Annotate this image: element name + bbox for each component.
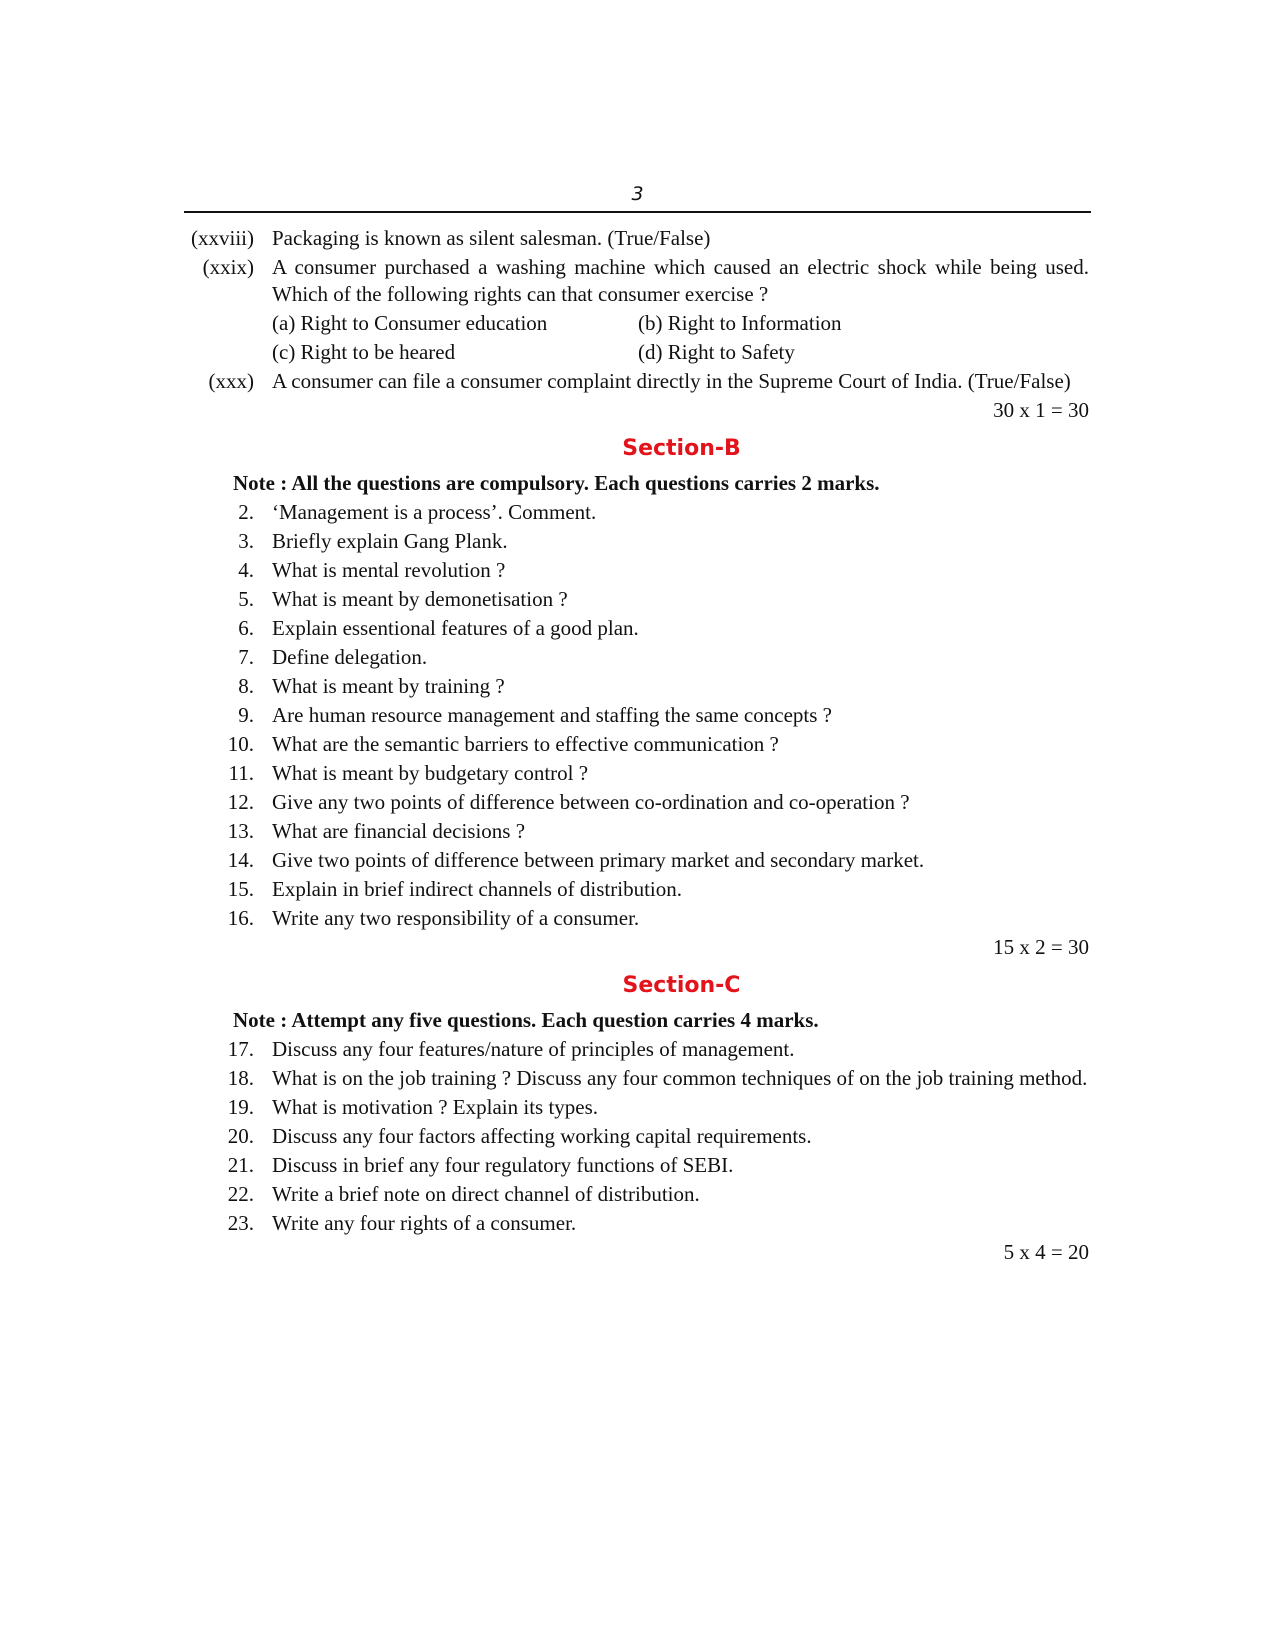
- list-item: [184, 557, 1089, 584]
- question-text: What is mental revolution ?: [272, 558, 506, 582]
- question-number: 2.: [238, 500, 254, 524]
- list-item: [184, 673, 1089, 700]
- question-text: Write any two responsibility of a consumer.: [272, 906, 640, 930]
- question-text: What is meant by budgetary control ?: [272, 761, 589, 785]
- list-item: [184, 818, 1089, 845]
- list-item: [184, 1065, 1089, 1092]
- question-number: 20.: [227, 1124, 254, 1148]
- question-text: Write any four rights of a consumer.: [272, 1211, 577, 1235]
- option-d: (d) Right to Safety: [638, 340, 795, 364]
- list-item: [184, 1152, 1089, 1179]
- question-number: 16.: [227, 906, 254, 930]
- question-xxx: [184, 368, 1089, 395]
- question-number: 7.: [238, 645, 254, 669]
- list-item: [184, 644, 1089, 671]
- section-b-note: Note : All the questions are compulsory. Each questions carries 2 marks.: [233, 471, 880, 495]
- question-text: What is on the job training ? Discuss any four common techniques of on the job training method.: [272, 1066, 1088, 1090]
- section-c-questions: [184, 1036, 1089, 1237]
- question-number: 21.: [227, 1153, 254, 1177]
- answer-options: [272, 310, 1089, 366]
- list-item: [184, 1036, 1089, 1063]
- list-item: [184, 847, 1089, 874]
- question-text: Define delegation.: [272, 645, 428, 669]
- question-number: 6.: [238, 616, 254, 640]
- list-item: [184, 702, 1089, 729]
- section-c-note: Note : Attempt any five questions. Each question carries 4 marks.: [233, 1008, 819, 1032]
- question-text: A consumer can file a consumer complaint directly in the Supreme Court of India. (True/False): [272, 369, 1071, 393]
- question-text: A consumer purchased a washing machine which caused an electric shock while being used. Which of the following rights can that consumer exercise ?: [272, 255, 1089, 306]
- list-item: [184, 789, 1089, 816]
- question-number: 11.: [228, 761, 254, 785]
- list-item: [184, 876, 1089, 903]
- list-item: [184, 499, 1089, 526]
- list-item: [184, 586, 1089, 613]
- question-xxviii: [184, 225, 1089, 252]
- question-text: Are human resource management and staffing the same concepts ?: [272, 703, 832, 727]
- question-number: (xxix): [202, 255, 254, 279]
- question-text: Discuss any four features/nature of principles of management.: [272, 1037, 795, 1061]
- question-number: 22.: [227, 1182, 254, 1206]
- question-number: (xxviii): [191, 226, 254, 250]
- list-item: [184, 528, 1089, 555]
- question-number: 14.: [227, 848, 254, 872]
- section-c-marks: 5 x 4 = 20: [1003, 1240, 1089, 1264]
- section-a-marks: 30 x 1 = 30: [993, 398, 1089, 422]
- question-text: Packaging is known as silent salesman. (True/False): [272, 226, 711, 250]
- question-number: 17.: [227, 1037, 254, 1061]
- list-item: [184, 1181, 1089, 1208]
- question-number: 23.: [227, 1211, 254, 1235]
- question-text: ‘Management is a process’. Comment.: [272, 500, 597, 524]
- question-paper-body: [184, 225, 1089, 1276]
- question-text: Explain in brief indirect channels of distribution.: [272, 877, 682, 901]
- question-text: Discuss in brief any four regulatory functions of SEBI.: [272, 1153, 734, 1177]
- question-text: What is meant by demonetisation ?: [272, 587, 568, 611]
- option-c: (c) Right to be heared: [272, 340, 456, 364]
- list-item: [184, 905, 1089, 932]
- question-number: 9.: [238, 703, 254, 727]
- list-item: [184, 1123, 1089, 1150]
- question-text: What is motivation ? Explain its types.: [272, 1095, 599, 1119]
- question-number: (xxx): [208, 369, 254, 393]
- question-text: Explain essentional features of a good plan.: [272, 616, 639, 640]
- question-number: 15.: [227, 877, 254, 901]
- question-text: Write a brief note on direct channel of distribution.: [272, 1182, 700, 1206]
- question-number: 19.: [227, 1095, 254, 1119]
- question-text: What are the semantic barriers to effective communication ?: [272, 732, 779, 756]
- question-number: 8.: [238, 674, 254, 698]
- question-text: Give any two points of difference between co-ordination and co-operation ?: [272, 790, 910, 814]
- question-text: What are financial decisions ?: [272, 819, 526, 843]
- page-number: 3: [631, 183, 644, 205]
- section-b-marks: 15 x 2 = 30: [993, 935, 1089, 959]
- question-number: 4.: [238, 558, 254, 582]
- list-item: [184, 760, 1089, 787]
- question-text: Give two points of difference between primary market and secondary market.: [272, 848, 925, 872]
- list-item: [184, 615, 1089, 642]
- option-b: (b) Right to Information: [638, 311, 842, 335]
- question-text: What is meant by training ?: [272, 674, 505, 698]
- section-b-heading: Section-B: [622, 436, 741, 461]
- header-rule: [184, 211, 1091, 213]
- option-a: (a) Right to Consumer education: [272, 311, 548, 335]
- question-number: 3.: [238, 529, 254, 553]
- list-item: [184, 731, 1089, 758]
- question-text: Briefly explain Gang Plank.: [272, 529, 508, 553]
- list-item: [184, 1094, 1089, 1121]
- question-number: 18.: [227, 1066, 254, 1090]
- question-number: 12.: [227, 790, 254, 814]
- question-number: 10.: [227, 732, 254, 756]
- question-text: Discuss any four factors affecting working capital requirements.: [272, 1124, 812, 1148]
- question-number: 5.: [238, 587, 254, 611]
- list-item: [184, 1210, 1089, 1237]
- section-c-heading: Section-C: [622, 973, 741, 998]
- question-number: 13.: [227, 819, 254, 843]
- question-xxix: [184, 254, 1089, 308]
- section-b-questions: [184, 499, 1089, 932]
